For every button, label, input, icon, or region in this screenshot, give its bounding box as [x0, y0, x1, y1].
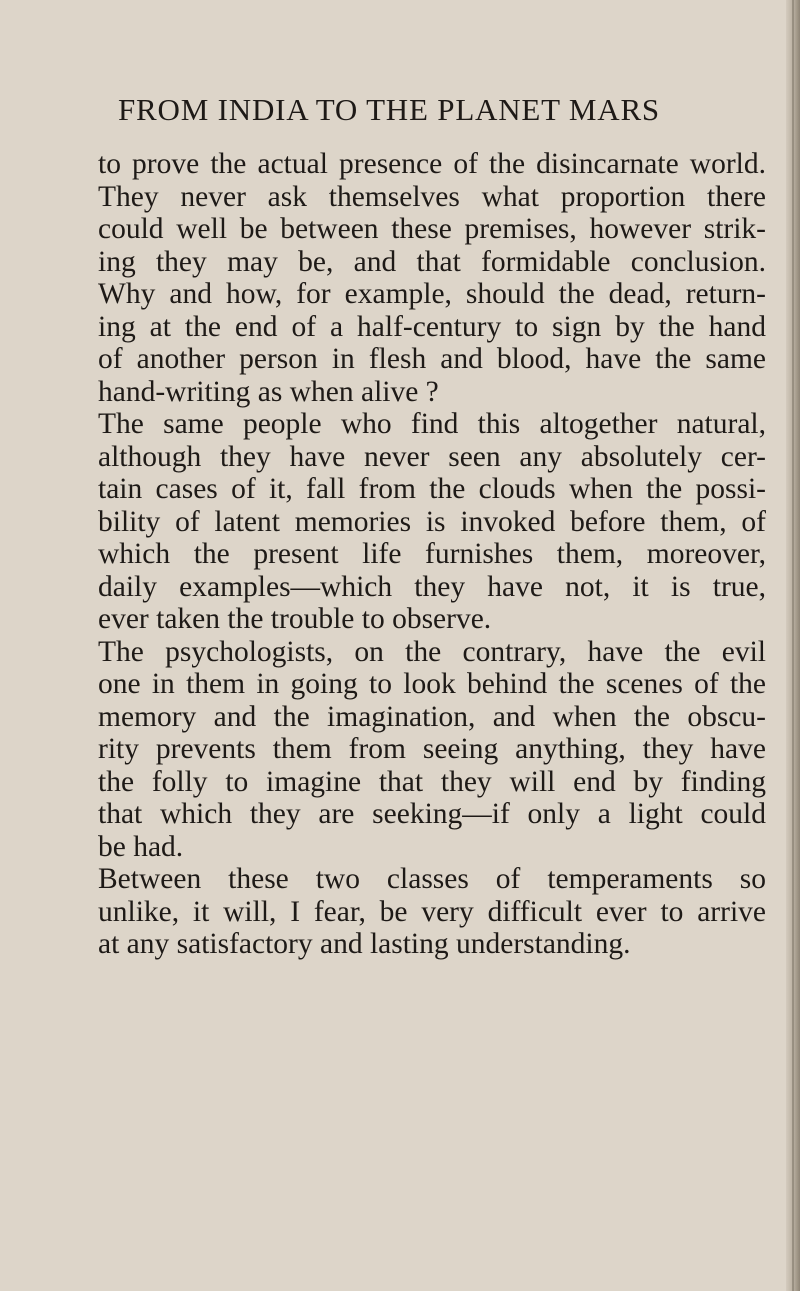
text-line: tain cases of it, fall from the clouds when the possi- [98, 473, 766, 505]
text-line: to prove the actual presence of the disincarnate world. [98, 148, 766, 180]
text-line: at any satisfactory and lasting understanding. [98, 928, 631, 960]
text-line: one in them in going to look behind the scenes of the [98, 668, 766, 700]
text-line: The same people who find this altogether natural, [98, 408, 766, 440]
text-line: that which they are seeking—if only a light could [98, 798, 766, 830]
body-text [98, 148, 766, 961]
text-line: hand-writing as when alive ? [98, 375, 439, 408]
text-line: unlike, it will, I fear, be very difficult ever to arrive [98, 895, 766, 928]
text-line: The psychologists, on the contrary, have the evil [98, 635, 766, 668]
text-line: rity prevents them from seeing anything, they have [98, 733, 766, 765]
text-line: daily examples—which they have not, it is true, [98, 570, 766, 603]
text-line: bility of latent memories is invoked before them, of [98, 505, 766, 538]
text-line: of another person in flesh and blood, have the same [98, 343, 766, 375]
text-line: ing they may be, and that formidable conclusion. [98, 245, 766, 278]
text-line: Why and how, for example, should the dead, return- [98, 278, 766, 310]
text-line: They never ask themselves what proportion there [98, 180, 766, 213]
text-line: Between these two classes of temperaments so [98, 863, 766, 895]
text-line: which the present life furnishes them, moreover, [98, 538, 766, 570]
text-line: be had. [98, 830, 184, 863]
text-line: could well be between these premises, however strik- [98, 213, 766, 245]
text-line: ever taken the trouble to observe. [98, 603, 492, 635]
text-line: memory and the imagination, and when the obscu- [98, 700, 766, 733]
text-line: although they have never seen any absolutely cer- [98, 440, 766, 473]
text-line: ing at the end of a half-century to sign by the hand [98, 310, 766, 343]
running-head-text: FROM INDIA TO THE PLANET MARS [118, 92, 660, 127]
page-edge-shadow [792, 0, 794, 1291]
text-line: the folly to imagine that they will end by finding [98, 765, 766, 798]
running-head [0, 92, 800, 128]
